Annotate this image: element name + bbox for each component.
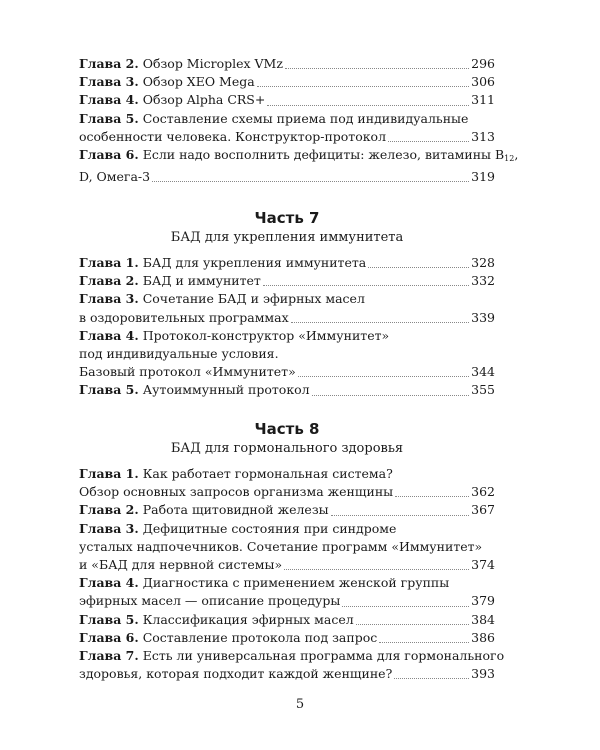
toc-entry-title	[79, 55, 283, 73]
chapter-title-text: здоровья, которая подходит каждой женщине?	[79, 666, 393, 682]
toc-entry	[79, 272, 495, 290]
toc-entry-line	[79, 290, 495, 308]
chapter-label: Глава 4.	[79, 327, 139, 343]
toc-entry-title	[79, 592, 340, 610]
toc-entry	[79, 629, 495, 647]
dot-leader	[379, 641, 469, 643]
toc-entry-title	[79, 291, 365, 306]
chapter-title-text: Составление протокола под запрос	[142, 629, 378, 645]
chapter-title-text: Как работает гормональная система?	[142, 466, 393, 481]
toc-entry-line	[79, 592, 495, 610]
toc-entry	[79, 290, 495, 326]
toc-entry-line	[79, 381, 495, 399]
chapter-title-text: Обзор XEO Mega	[142, 74, 255, 90]
dot-leader	[356, 623, 469, 625]
dot-leader	[284, 568, 469, 570]
chapter-title-text: эфирных масел — описание процедуры	[79, 593, 341, 609]
dot-leader	[395, 495, 469, 497]
toc-entry-line	[79, 91, 495, 109]
toc-entry-title	[79, 328, 389, 343]
toc-entry	[79, 91, 495, 109]
dot-leader	[312, 394, 470, 396]
toc-entry-title	[79, 556, 282, 574]
chapter-label: Глава 5.	[79, 611, 139, 627]
page-ref: 311	[471, 92, 495, 108]
dot-leader	[388, 140, 469, 142]
dot-leader	[368, 266, 469, 268]
toc-entry-title	[79, 168, 150, 186]
page-ref: 386	[471, 629, 495, 645]
chapter-label: Глава 3.	[79, 74, 139, 90]
toc-entry	[79, 381, 495, 399]
toc-entry	[79, 647, 505, 683]
part-subtitle: БАД для укрепления иммунитета	[170, 230, 404, 245]
page-ref: 328	[471, 255, 495, 270]
chapter-title-text: Составление схемы приема под индивидуальные	[142, 110, 469, 126]
toc-entry-title	[79, 111, 468, 126]
toc-entry-line	[79, 629, 495, 647]
toc-entry	[79, 520, 495, 575]
chapter-title-text: ,	[514, 147, 519, 163]
toc-entry	[79, 465, 495, 501]
chapter-title-text: Базовый протокол «Иммунитет»	[79, 364, 296, 380]
toc-entry-line	[79, 501, 495, 519]
toc-entry	[79, 611, 495, 629]
chapter-title-text: под индивидуальные условия.	[79, 346, 279, 362]
toc-entry	[79, 73, 495, 91]
page-ref: 367	[471, 502, 495, 518]
chapter-title-text: Дефицитные состояния при синдроме	[142, 520, 397, 536]
dot-leader	[342, 605, 469, 607]
toc-entry-title	[79, 501, 329, 519]
chapter-title-text: Аутоиммунный протокол	[142, 382, 310, 398]
chapter-title-text: Обзор Microplex VMz	[142, 56, 283, 71]
toc-entry	[79, 501, 495, 519]
chapter-title-text: Работа щитовидной железы	[142, 502, 329, 518]
dot-leader	[152, 180, 469, 182]
chapter-title-text: Диагностика с применением женской группы	[142, 575, 450, 591]
toc-entry-title	[79, 611, 354, 629]
dot-leader	[257, 85, 469, 87]
toc-entry-title	[79, 381, 310, 399]
page-ref: 374	[471, 557, 495, 573]
dot-leader	[263, 284, 469, 286]
chapter-title-text: усталых надпочечников. Сочетание программ «Иммунитет»	[79, 538, 483, 554]
part-title: Часть 8	[254, 420, 320, 438]
toc-entry-line	[79, 574, 495, 592]
page-ref: 313	[471, 128, 495, 144]
page-ref: 362	[471, 484, 495, 500]
toc-entry	[79, 110, 495, 146]
toc-entry-line	[79, 55, 495, 73]
chapter-label: Глава 2.	[79, 56, 139, 71]
toc-entry-line	[79, 146, 519, 168]
dot-leader	[331, 514, 470, 516]
chapter-label: Глава 2.	[79, 502, 139, 518]
chapter-label: Глава 5.	[79, 382, 139, 398]
chapter-title-text: особенности человека. Конструктор-протокол	[79, 128, 387, 144]
toc-entry-line	[79, 538, 495, 556]
toc-entry-title	[79, 466, 393, 481]
chapter-label: Глава 5.	[79, 110, 139, 126]
chapter-title-text: Если надо восполнить дефициты: железо, витамины B	[142, 147, 505, 163]
page-ref: 296	[471, 56, 495, 71]
chapter-title-text: и «БАД для нервной системы»	[79, 557, 283, 573]
dot-leader	[267, 104, 469, 106]
dot-leader	[285, 67, 469, 69]
chapter-title-text: Сочетание БАД и эфирных масел	[142, 291, 365, 307]
toc-entry-line	[79, 611, 495, 629]
page-ref: 339	[471, 309, 495, 325]
toc-entry-title	[79, 665, 392, 683]
toc-entry-title	[79, 346, 279, 361]
chapter-label: Глава 1.	[79, 466, 139, 481]
chapter-label: Глава 6.	[79, 147, 139, 163]
toc-entry-line	[79, 345, 495, 363]
chapter-title-text: Протокол-конструктор «Иммунитет»	[142, 327, 390, 343]
toc-entry-title	[79, 575, 449, 590]
toc-entry-title	[79, 539, 482, 554]
toc-section-part6-continued	[79, 55, 519, 186]
toc-entry-line	[79, 73, 495, 91]
toc-entry-title	[79, 272, 261, 290]
part-title: Часть 7	[254, 209, 320, 227]
toc-section-part7	[79, 254, 495, 400]
page-ref: 344	[471, 364, 495, 380]
chapter-title-text: Есть ли универсальная программа для гормонального	[142, 648, 505, 664]
toc-entry-title	[79, 147, 518, 162]
part-8-header	[79, 419, 495, 459]
part-7-header	[79, 208, 495, 248]
page-number: 5	[295, 697, 305, 712]
page-ref: 306	[471, 74, 495, 90]
chapter-title-text: D, Омега-3	[79, 169, 151, 185]
toc-entry-line	[79, 254, 495, 272]
chapter-label: Глава 3.	[79, 291, 139, 307]
toc-entry-line	[79, 309, 495, 327]
toc-entry-line	[79, 272, 495, 290]
toc-entry-line	[79, 363, 495, 381]
chapter-label: Глава 4.	[79, 92, 139, 108]
toc-entry-line	[79, 520, 495, 538]
toc-entry-line	[79, 647, 505, 665]
chapter-title-text: Обзор Alpha CRS+	[142, 92, 266, 108]
dot-leader	[298, 375, 469, 377]
toc-entry-title	[79, 648, 504, 663]
page-ref: 379	[471, 593, 495, 609]
toc-entry-title	[79, 309, 289, 327]
page-ref: 384	[471, 611, 495, 627]
toc-entry-line	[79, 465, 495, 483]
page-ref: 355	[471, 382, 495, 398]
chapter-label: Глава 2.	[79, 273, 139, 289]
toc-entry	[79, 146, 519, 186]
toc-entry	[79, 327, 495, 382]
page-ref: 393	[471, 666, 495, 682]
chapter-title-text: в оздоровительных программах	[79, 309, 289, 325]
toc-entry-title	[79, 128, 386, 146]
page-ref: 332	[471, 273, 495, 289]
toc-entry-title	[79, 521, 396, 536]
chapter-title-text: Обзор основных запросов организма женщины	[79, 484, 394, 500]
toc-entry	[79, 254, 495, 272]
dot-leader	[291, 321, 469, 323]
chapter-title-text: БАД для укрепления иммунитета	[142, 255, 367, 270]
toc-entry-title	[79, 483, 393, 501]
chapter-label: Глава 7.	[79, 648, 139, 664]
toc-entry	[79, 574, 495, 610]
chapter-label: Глава 3.	[79, 520, 139, 536]
subscript: 12	[504, 154, 515, 164]
toc-section-part8	[79, 465, 505, 683]
toc-entry-title	[79, 363, 296, 381]
page-ref: 319	[471, 169, 495, 185]
toc-entry-line	[79, 110, 495, 128]
chapter-label: Глава 4.	[79, 575, 139, 591]
toc-entry-title	[79, 91, 265, 109]
toc-entry-line	[79, 327, 495, 345]
toc-entry-line	[79, 556, 495, 574]
toc-entry-line	[79, 665, 495, 683]
dot-leader	[394, 677, 469, 679]
part-subtitle: БАД для гормонального здоровья	[170, 441, 404, 456]
chapter-label: Глава 1.	[79, 255, 139, 270]
toc-entry-line	[79, 128, 495, 146]
toc-entry	[79, 55, 495, 73]
toc-entry-title	[79, 629, 377, 647]
toc-entry-title	[79, 254, 366, 272]
toc-entry-line	[79, 168, 495, 186]
chapter-title-text: БАД и иммунитет	[142, 273, 261, 289]
toc-entry-title	[79, 73, 255, 91]
chapter-title-text: Классификация эфирных масел	[142, 611, 354, 627]
toc-entry-line	[79, 483, 495, 501]
chapter-label: Глава 6.	[79, 629, 139, 645]
